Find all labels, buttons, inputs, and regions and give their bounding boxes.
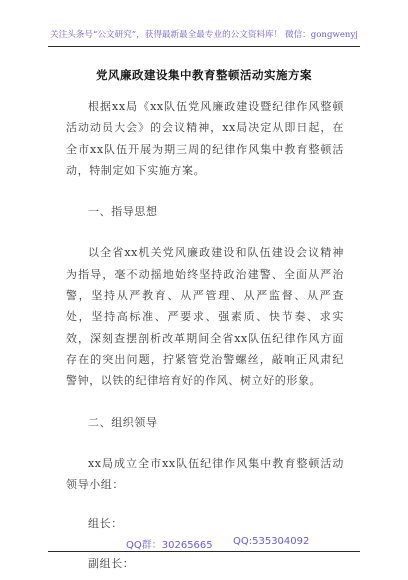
footer-contact [0,536,408,550]
document-title: 党风廉政建设集中教育整顿活动实施方案 [96,68,312,82]
organization-paragraph: xx局成立全市xx队伍纪律作风集中教育整顿活动领导小组： [66,456,344,492]
qq-group-text: QQ群：30265665 [126,540,213,551]
guiding-ideology-paragraph: 以全省xx机关党风廉政建设和队伍建设会议精神为指导，毫不动摇地始终坚持政治建警、全面从严治警，坚持从严教育、从严管理、从严监督、从严查处，坚持高标准、严要求、强素质、快节奏、求实效，深刻查摆剖析改革期间全省xx队伍纪律作风方面存在的突出问题，拧紧管党治警螺丝，敲响正风肃纪警钟，以铁的纪律培育好的作风、树立好的形象。 [66,246,344,388]
footer-divider [48,551,360,552]
intro-paragraph: 根据xx局《xx队伍党风廉政建设暨纪律作风整顿活动动员大会》的会议精神，xx局决定从即日起，在全市xx队伍开展为期三周的纪律作风集中教育整顿活动，特制定如下实施方案。 [66,100,344,177]
qq-number-text: QQ:535304092 [233,536,310,547]
section-heading-guiding-ideology: 一、指导思想 [88,205,158,219]
leader-field: 组长： [88,517,123,531]
document-body [66,96,344,574]
deputy-leader-field: 副组长： [88,556,135,570]
header-divider [48,46,360,47]
header-banner: 关注头条号“公文研究”，获得最新最全最专业的公文资料库！ 微信：gongwenyj [50,30,358,40]
section-heading-organization: 二、组织领导 [88,415,158,429]
